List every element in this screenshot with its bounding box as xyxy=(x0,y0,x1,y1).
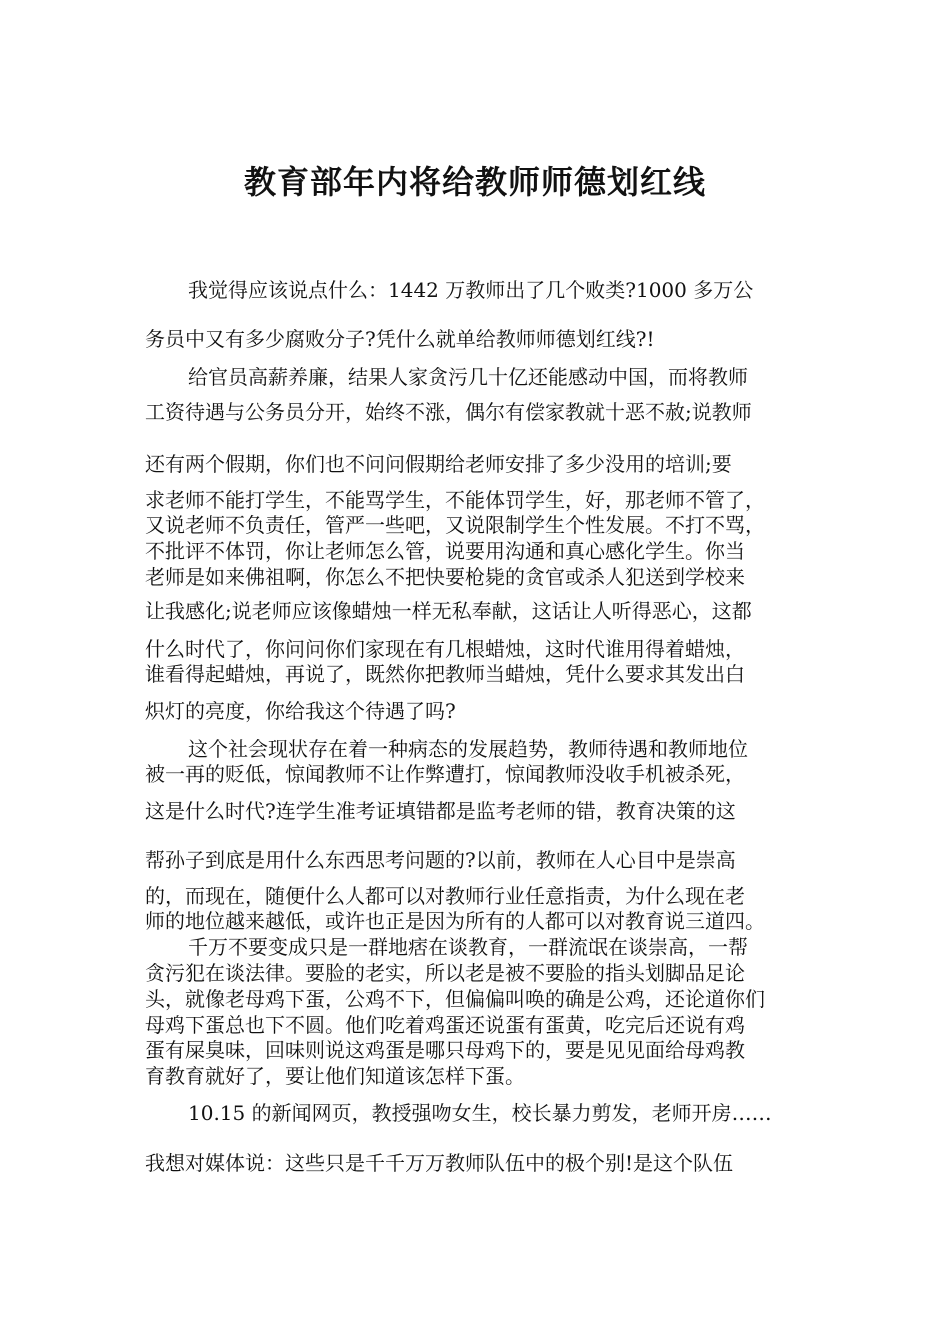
paragraph-line: 让我感化;说老师应该像蜡烛一样无私奉献，这话让人听得恶心，这都 xyxy=(145,599,752,623)
paragraph-line: 这是什么时代?连学生准考证填错都是监考老师的错，教育决策的这 xyxy=(145,799,736,823)
paragraph-line: 我想对媒体说：这些只是千千万万教师队伍中的极个别!是这个队伍 xyxy=(145,1151,734,1175)
paragraph-line: 又说老师不负责任，管严一些吧，又说限制学生个性发展。不打不骂， xyxy=(145,513,765,537)
paragraph-line: 被一再的贬低，惊闻教师不让作弊遭打，惊闻教师没收手机被杀死， xyxy=(145,762,745,786)
paragraph-line: 炽灯的亮度，你给我这个待遇了吗? xyxy=(145,699,456,723)
paragraph-line: 的，而现在，随便什么人都可以对教师行业任意指责，为什么现在老 xyxy=(145,884,745,908)
paragraph-line: 什么时代了，你问问你们家现在有几根蜡烛，这时代谁用得着蜡烛， xyxy=(145,637,745,661)
paragraph-line: 求老师不能打学生，不能骂学生，不能体罚学生，好，那老师不管了， xyxy=(145,488,765,512)
paragraph-line: 贪污犯在谈法律。要脸的老实，所以老是被不要脸的指头划脚品足论 xyxy=(145,961,745,985)
paragraph-line: 帮孙子到底是用什么东西思考问题的?以前，教师在人心目中是崇高 xyxy=(145,848,736,872)
paragraph-line: 千万不要变成只是一群地痞在谈教育，一群流氓在谈崇高，一帮 xyxy=(188,935,748,959)
paragraph-line: 务员中又有多少腐败分子?凭什么就单给教师师德划红线?! xyxy=(145,327,655,351)
paragraph-line: 10.15 的新闻网页，教授强吻女生，校长暴力剪发，老师开房…… xyxy=(188,1101,772,1125)
paragraph-line: 头，就像老母鸡下蛋，公鸡不下，但偏偏叫唤的确是公鸡，还论道你们 xyxy=(145,987,765,1011)
paragraph-line: 母鸡下蛋总也下不圆。他们吃着鸡蛋还说蛋有蛋黄，吃完后还说有鸡 xyxy=(145,1013,745,1037)
paragraph-line: 给官员高薪养廉，结果人家贪污几十亿还能感动中国，而将教师 xyxy=(188,365,748,389)
paragraph-line: 我觉得应该说点什么：1442 万教师出了几个败类?1000 多万公 xyxy=(188,278,754,302)
paragraph-line: 老师是如来佛祖啊，你怎么不把快要枪毙的贪官或杀人犯送到学校来 xyxy=(145,565,745,589)
paragraph-line: 这个社会现状存在着一种病态的发展趋势，教师待遇和教师地位 xyxy=(188,737,748,761)
paragraph-line: 蛋有屎臭味，回味则说这鸡蛋是哪只母鸡下的，要是见见面给母鸡教 xyxy=(145,1038,745,1062)
paragraph-line: 谁看得起蜡烛，再说了，既然你把教师当蜡烛，凭什么要求其发出白 xyxy=(145,662,745,686)
paragraph-line: 工资待遇与公务员分开，始终不涨，偶尔有偿家教就十恶不赦;说教师 xyxy=(145,400,752,424)
paragraph-line: 还有两个假期，你们也不问问假期给老师安排了多少没用的培训;要 xyxy=(145,452,732,476)
paragraph-line: 不批评不体罚，你让老师怎么管，说要用沟通和真心感化学生。你当 xyxy=(145,539,745,563)
document-title: 教育部年内将给教师师德划红线 xyxy=(243,163,706,201)
paragraph-line: 育教育就好了，要让他们知道该怎样下蛋。 xyxy=(145,1064,525,1088)
paragraph-line: 师的地位越来越低，或许也正是因为所有的人都可以对教育说三道四。 xyxy=(145,909,765,933)
